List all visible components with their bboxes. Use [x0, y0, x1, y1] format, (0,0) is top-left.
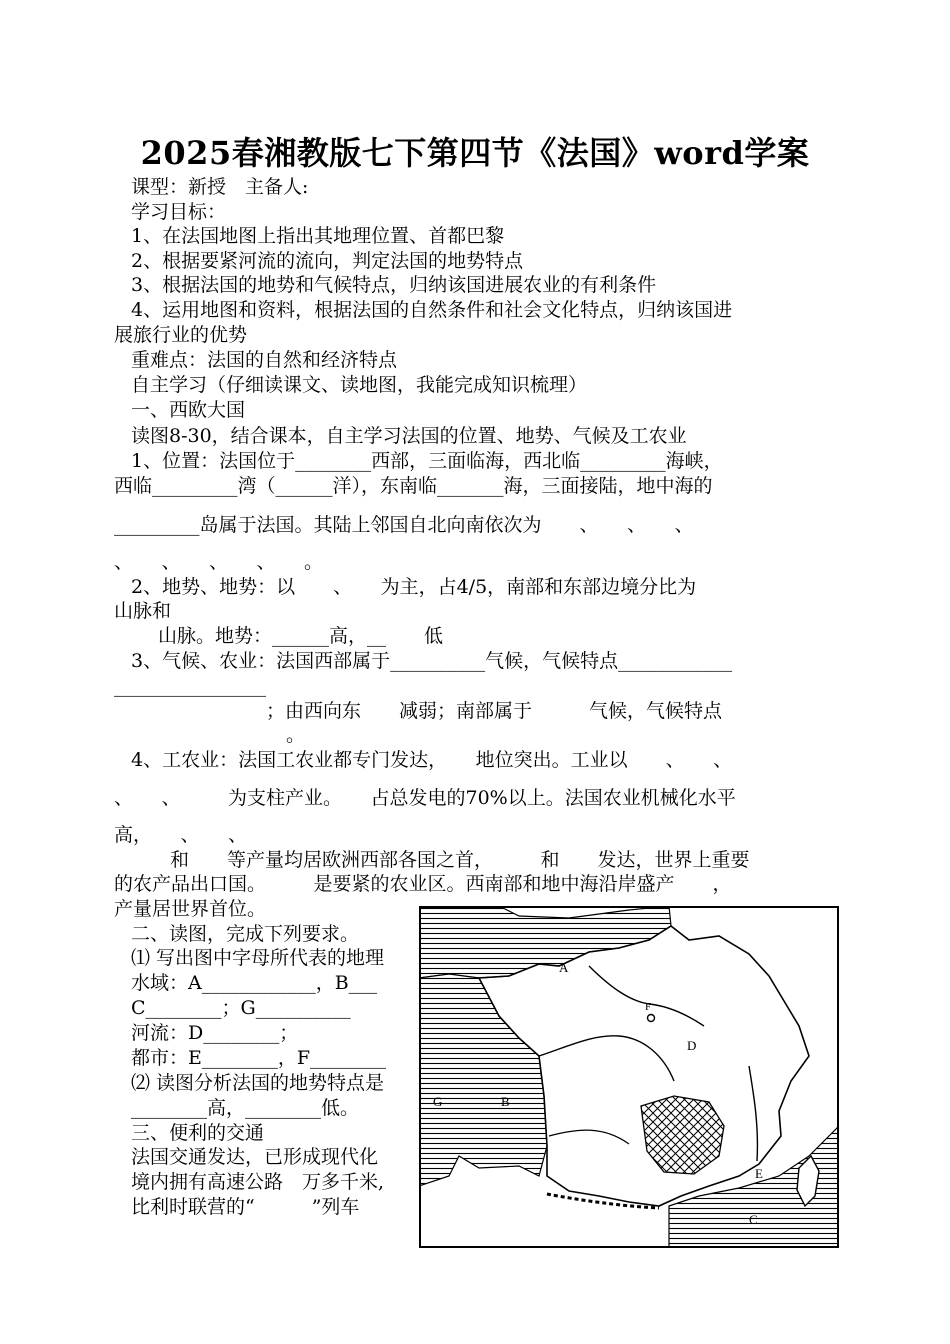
- text-line: 展旅行业的优势: [114, 324, 248, 346]
- text-line: 重难点：法国的自然和经济特点: [131, 349, 398, 371]
- text-line: ⑵ 读图分析法国的地势特点是: [131, 1072, 385, 1094]
- text-line: 。: [286, 724, 306, 746]
- text-line: 产量居世界首位。: [114, 898, 267, 920]
- text-line: 山脉。地势：______高，__ 低: [158, 625, 444, 647]
- map-label-b: B: [501, 1094, 510, 1109]
- text-line: 1、在法国地图上指出其地理位置、首都巴黎: [131, 225, 505, 247]
- text-line: ________高，________低。: [131, 1097, 360, 1119]
- text-line: _________岛属于法国。其陆上邻国自北向南依次为 、 、 、: [114, 514, 694, 536]
- map-label-a: A: [559, 960, 569, 975]
- text-line: 和 等产量均居欧洲西部各国之首， 和 发达，世界上重要: [170, 849, 750, 871]
- text-line: 2、地势、地势：以 、 为主，占4/5，南部和东部边境分比为: [131, 576, 697, 598]
- text-line: 三、便利的交通: [131, 1122, 265, 1144]
- text-line: 二、读图，完成下列要求。: [131, 923, 360, 945]
- text-line: 一、西欧大国: [131, 399, 246, 421]
- text-line: ；由西向东 减弱；南部属于 气候，气候特点: [266, 700, 723, 722]
- text-line: 河流：D________；: [131, 1022, 299, 1044]
- text-line: ⑴ 写出图中字母所代表的地理: [131, 947, 385, 969]
- text-line: C________；G__________: [131, 997, 351, 1019]
- text-line: 的农产品出口国。 是要紧的农业区。西南部和地中海沿岸盛产 ，: [114, 873, 732, 895]
- text-line: 高， 、 、: [114, 824, 248, 846]
- text-line: 西临_________湾（______洋），东南临_______海，三面接陆，地中海的: [114, 475, 713, 497]
- page-title: 2025春湘教版七下第四节《法国》word学案: [140, 134, 810, 172]
- text-line: 3、气候、农业：法国西部属于__________气候，气候特点____________: [131, 650, 733, 672]
- text-line: 法国交通发达，已形成现代化: [131, 1146, 379, 1168]
- paris-marker: [648, 1015, 655, 1022]
- text-line: 都市：E________，F________: [131, 1047, 387, 1069]
- text-line: 学习目标：: [131, 201, 227, 223]
- map-label-e: E: [755, 1166, 763, 1181]
- text-line: 自主学习（仔细读课文、读地图，我能完成知识梳理）: [131, 374, 588, 396]
- text-line: ________________: [114, 675, 266, 697]
- text-line: 1、位置：法国位于________西部，三面临海，西北临_________海峡，: [131, 450, 723, 472]
- text-line: 2、根据要紧河流的流向，判定法国的地势特点: [131, 250, 524, 272]
- text-line: 、 、 、 、 。: [114, 551, 324, 573]
- text-line: 3、根据法国的地势和气候特点，归纳该国进展农业的有利条件: [131, 274, 657, 296]
- text-line: 境内拥有高速公路 万多千米,: [131, 1171, 385, 1193]
- map-label-g: G: [433, 1094, 443, 1109]
- text-line: 课型：新授 主备人:: [131, 176, 309, 198]
- text-line: 比利时联营的“ ”列车: [131, 1196, 360, 1218]
- text-line: 、 、 为支柱产业。 占总发电的70%以上。法国农业机械化水平: [114, 787, 736, 809]
- text-line: 水域：A____________，B___: [131, 972, 378, 994]
- map-label-d: D: [687, 1038, 697, 1053]
- map-label-c: C: [749, 1212, 758, 1227]
- text-line: 读图8-30，结合课本，自主学习法国的位置、地势、气候及工农业: [131, 425, 687, 447]
- map-label-f: F: [645, 1001, 652, 1013]
- text-line: 4、运用地图和资料，根据法国的自然条件和社会文化特点，归纳该国进: [131, 299, 733, 321]
- france-map: [419, 906, 839, 1248]
- text-line: 4、工农业：法国工农业都专门发达， 地位突出。工业以 、 、: [131, 749, 733, 771]
- text-line: 山脉和: [114, 600, 172, 622]
